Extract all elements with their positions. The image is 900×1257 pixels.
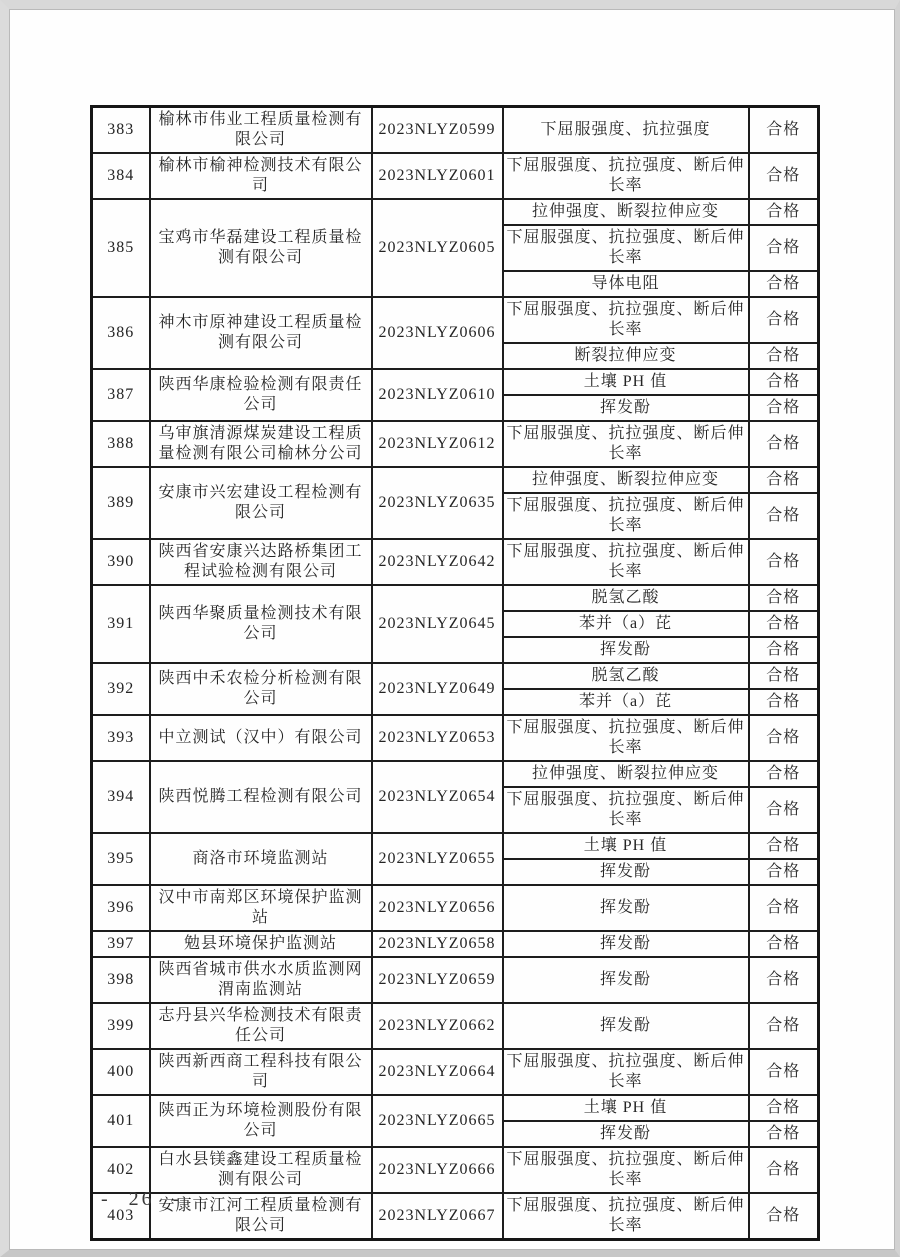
cert-cell: 2023NLYZ0665 [372,1095,503,1147]
item-cell: 挥发酚 [503,859,749,885]
company-cell: 陕西正为环境检测股份有限公司 [150,1095,372,1147]
row-number-cell: 396 [92,885,150,931]
table-row [92,931,819,957]
company-cell: 勉县环境保护监测站 [150,931,372,957]
result-cell: 合格 [749,539,819,585]
cert-cell: 2023NLYZ0645 [372,585,503,663]
table-row [92,761,819,787]
row-number-cell: 395 [92,833,150,885]
results-table-body [92,107,819,1240]
result-cell: 合格 [749,611,819,637]
row-number-cell: 390 [92,539,150,585]
result-cell: 合格 [749,787,819,833]
item-cell: 拉伸强度、断裂拉伸应变 [503,761,749,787]
cert-cell: 2023NLYZ0667 [372,1193,503,1240]
cert-cell: 2023NLYZ0666 [372,1147,503,1193]
company-cell: 汉中市南郑区环境保护监测站 [150,885,372,931]
item-cell: 导体电阻 [503,271,749,297]
table-row [92,1193,819,1240]
company-cell: 陕西省城市供水水质监测网渭南监测站 [150,957,372,1003]
result-cell: 合格 [749,931,819,957]
result-cell: 合格 [749,395,819,421]
result-cell: 合格 [749,663,819,689]
result-cell: 合格 [749,761,819,787]
row-number-cell: 386 [92,297,150,369]
item-cell: 拉伸强度、断裂拉伸应变 [503,199,749,225]
cert-cell: 2023NLYZ0664 [372,1049,503,1095]
table-row [92,199,819,225]
company-cell: 陕西中禾农检分析检测有限公司 [150,663,372,715]
result-cell: 合格 [749,225,819,271]
item-cell: 土壤 PH 值 [503,369,749,395]
result-cell: 合格 [749,297,819,343]
result-cell: 合格 [749,1095,819,1121]
table-row [92,585,819,611]
table-row [92,1049,819,1095]
item-cell: 下屈服强度、抗拉强度、断后伸长率 [503,787,749,833]
cert-cell: 2023NLYZ0605 [372,199,503,297]
item-cell: 脱氢乙酸 [503,663,749,689]
page-number: - 26 - [101,1188,183,1210]
result-cell: 合格 [749,467,819,493]
result-cell: 合格 [749,859,819,885]
table-row [92,957,819,1003]
company-cell: 神木市原神建设工程质量检测有限公司 [150,297,372,369]
company-cell: 榆林市榆神检测技术有限公司 [150,153,372,199]
company-cell: 陕西悦腾工程检测有限公司 [150,761,372,833]
company-cell: 陕西华康检验检测有限责任公司 [150,369,372,421]
cert-cell: 2023NLYZ0606 [372,297,503,369]
cert-cell: 2023NLYZ0599 [372,107,503,154]
cert-cell: 2023NLYZ0656 [372,885,503,931]
result-cell: 合格 [749,369,819,395]
table-row [92,1003,819,1049]
item-cell: 下屈服强度、抗拉强度、断后伸长率 [503,1049,749,1095]
row-number-cell: 387 [92,369,150,421]
cert-cell: 2023NLYZ0635 [372,467,503,539]
table-row [92,885,819,931]
company-cell: 志丹县兴华检测技术有限责任公司 [150,1003,372,1049]
cert-cell: 2023NLYZ0612 [372,421,503,467]
company-cell: 陕西华聚质量检测技术有限公司 [150,585,372,663]
company-cell: 安康市兴宏建设工程检测有限公司 [150,467,372,539]
result-cell: 合格 [749,885,819,931]
item-cell: 脱氢乙酸 [503,585,749,611]
item-cell: 下屈服强度、抗拉强度、断后伸长率 [503,153,749,199]
table-row [92,833,819,859]
table-row [92,715,819,761]
cert-cell: 2023NLYZ0610 [372,369,503,421]
item-cell: 下屈服强度、抗拉强度、断后伸长率 [503,1193,749,1240]
result-cell: 合格 [749,715,819,761]
table-row [92,107,819,154]
cert-cell: 2023NLYZ0655 [372,833,503,885]
cert-cell: 2023NLYZ0642 [372,539,503,585]
inspection-results-table [90,105,820,1241]
item-cell: 拉伸强度、断裂拉伸应变 [503,467,749,493]
row-number-cell: 401 [92,1095,150,1147]
result-cell: 合格 [749,107,819,154]
item-cell: 挥发酚 [503,637,749,663]
company-cell: 陕西新西商工程科技有限公司 [150,1049,372,1095]
row-number-cell: 400 [92,1049,150,1095]
row-number-cell: 397 [92,931,150,957]
result-cell: 合格 [749,1193,819,1240]
row-number-cell: 398 [92,957,150,1003]
table-row [92,1147,819,1193]
row-number-cell: 392 [92,663,150,715]
company-cell: 宝鸡市华磊建设工程质量检测有限公司 [150,199,372,297]
table-row [92,153,819,199]
row-number-cell: 393 [92,715,150,761]
result-cell: 合格 [749,343,819,369]
item-cell: 苯并（a）芘 [503,689,749,715]
item-cell: 土壤 PH 值 [503,1095,749,1121]
result-cell: 合格 [749,199,819,225]
row-number-cell: 389 [92,467,150,539]
item-cell: 苯并（a）芘 [503,611,749,637]
company-cell: 安康市江河工程质量检测有限公司 [150,1193,372,1240]
result-cell: 合格 [749,957,819,1003]
result-cell: 合格 [749,1003,819,1049]
cert-cell: 2023NLYZ0658 [372,931,503,957]
item-cell: 挥发酚 [503,395,749,421]
result-cell: 合格 [749,689,819,715]
company-cell: 中立测试（汉中）有限公司 [150,715,372,761]
item-cell: 土壤 PH 值 [503,833,749,859]
item-cell: 下屈服强度、抗拉强度、断后伸长率 [503,225,749,271]
item-cell: 下屈服强度、抗拉强度、断后伸长率 [503,715,749,761]
cert-cell: 2023NLYZ0659 [372,957,503,1003]
cert-cell: 2023NLYZ0649 [372,663,503,715]
row-number-cell: 403 [92,1193,150,1240]
item-cell: 挥发酚 [503,1121,749,1147]
item-cell: 下屈服强度、抗拉强度、断后伸长率 [503,539,749,585]
company-cell: 乌审旗清源煤炭建设工程质量检测有限公司榆林分公司 [150,421,372,467]
item-cell: 断裂拉伸应变 [503,343,749,369]
result-cell: 合格 [749,421,819,467]
table-row [92,1095,819,1121]
item-cell: 挥发酚 [503,1003,749,1049]
result-cell: 合格 [749,833,819,859]
result-cell: 合格 [749,493,819,539]
table-row [92,297,819,343]
cert-cell: 2023NLYZ0601 [372,153,503,199]
company-cell: 榆林市伟业工程质量检测有限公司 [150,107,372,154]
row-number-cell: 385 [92,199,150,297]
item-cell: 挥发酚 [503,957,749,1003]
cert-cell: 2023NLYZ0654 [372,761,503,833]
result-cell: 合格 [749,271,819,297]
table-row [92,421,819,467]
row-number-cell: 383 [92,107,150,154]
result-cell: 合格 [749,153,819,199]
table-row [92,369,819,395]
result-cell: 合格 [749,585,819,611]
result-cell: 合格 [749,1147,819,1193]
item-cell: 下屈服强度、抗拉强度、断后伸长率 [503,493,749,539]
result-cell: 合格 [749,1121,819,1147]
row-number-cell: 388 [92,421,150,467]
item-cell: 下屈服强度、抗拉强度、断后伸长率 [503,421,749,467]
row-number-cell: 391 [92,585,150,663]
table-row [92,467,819,493]
row-number-cell: 402 [92,1147,150,1193]
table-row [92,663,819,689]
result-cell: 合格 [749,637,819,663]
item-cell: 挥发酚 [503,931,749,957]
company-cell: 陕西省安康兴达路桥集团工程试验检测有限公司 [150,539,372,585]
row-number-cell: 394 [92,761,150,833]
company-cell: 商洛市环境监测站 [150,833,372,885]
company-cell: 白水县镁鑫建设工程质量检测有限公司 [150,1147,372,1193]
table-row [92,539,819,585]
result-cell: 合格 [749,1049,819,1095]
item-cell: 下屈服强度、抗拉强度 [503,107,749,154]
item-cell: 下屈服强度、抗拉强度、断后伸长率 [503,1147,749,1193]
item-cell: 下屈服强度、抗拉强度、断后伸长率 [503,297,749,343]
item-cell: 挥发酚 [503,885,749,931]
row-number-cell: 399 [92,1003,150,1049]
cert-cell: 2023NLYZ0653 [372,715,503,761]
row-number-cell: 384 [92,153,150,199]
cert-cell: 2023NLYZ0662 [372,1003,503,1049]
